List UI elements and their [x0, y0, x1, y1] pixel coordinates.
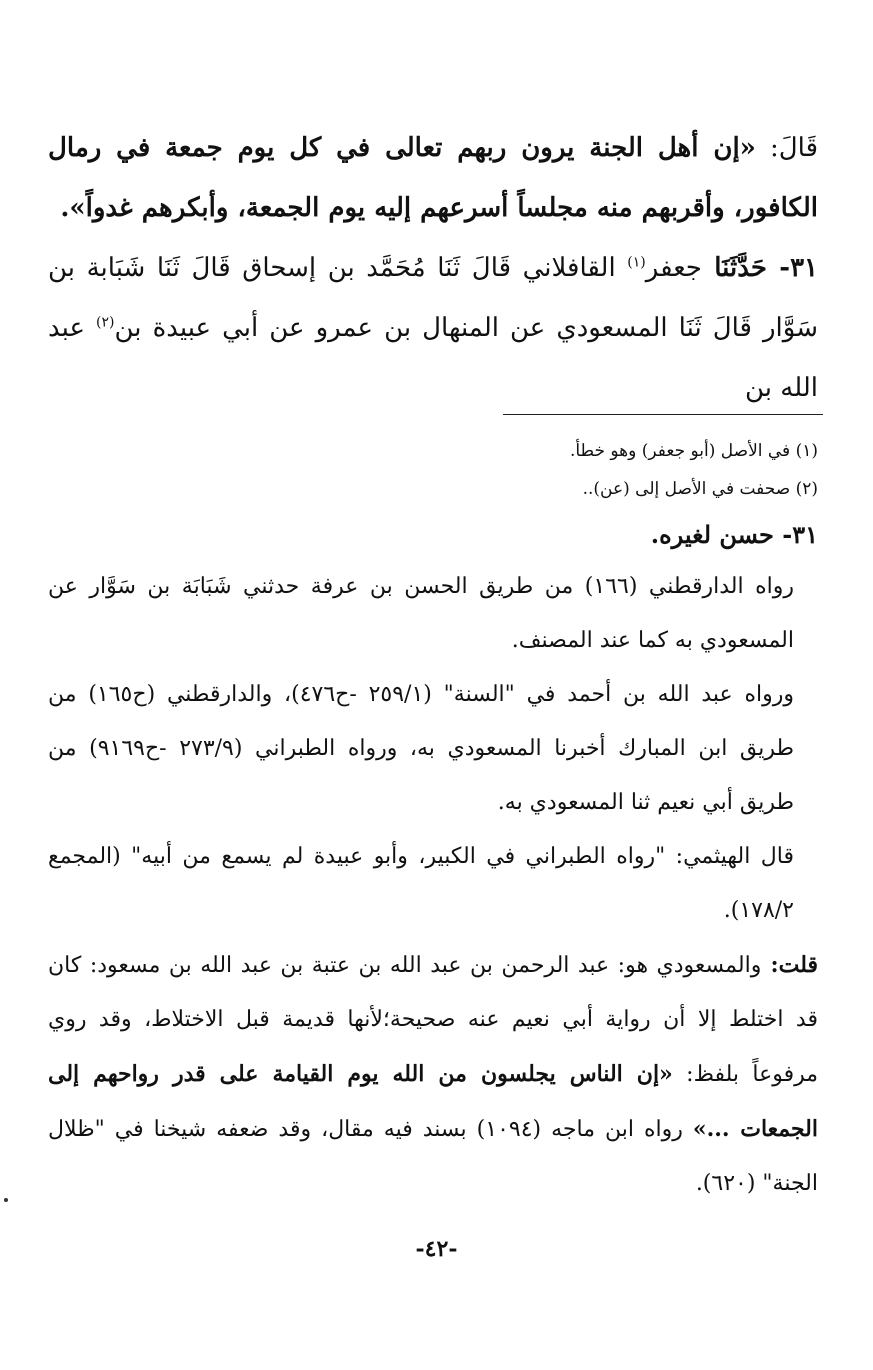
commentary-text-b: رواه ابن ماجه (١٠٩٤) بسند فيه مقال، وقد ضعفه شيخنا في "ظلال الجنة" (٦٢٠).	[48, 1117, 818, 1196]
page-number: -٤٢-	[415, 1236, 458, 1262]
footnote-divider	[503, 414, 823, 415]
commentary-paragraph-2: ورواه عبد الله بن أحمد في "السنة" (٢٥٩/١ -ح٤٧٦)، والدارقطني (ح١٦٥) من طريق ابن المبارك أخبرنا المسعودي به، ورواه الطبراني (٢٧٣/٩ -ح٩١٦٩) من طريق أبي نعيم ثنا المسعودي به.	[48, 682, 794, 815]
isnad-paragraph	[48, 238, 818, 418]
isnad-text-a: جعفر	[645, 253, 702, 283]
main-text	[48, 118, 818, 418]
grading-heading: ٣١- حسن لغيره.	[650, 520, 818, 549]
commentary-paragraph-3: قال الهيثمي: "رواه الطبراني في الكبير، وأبو عبيدة لم يسمع من أبيه" (المجمع ١٧٨/٢).	[48, 844, 794, 923]
footnote-ref-2: (٢)	[96, 314, 115, 331]
hadith-number: ٣١- حَدَّثَنَا	[701, 253, 818, 283]
commentary	[48, 510, 818, 1211]
footnote-ref-1: (١)	[627, 254, 646, 271]
quote-text: «إن أهل الجنة يرون ربهم تعالى في كل يوم جمعة في رمال الكافور، وأقربهم منه مجلساً أسرعهم إليه يوم الجمعة، وأبكرهم غدواً».	[48, 133, 818, 223]
footnotes	[48, 432, 818, 508]
isnad-text-c: عبد الله بن	[48, 313, 818, 403]
quote-intro: قَالَ:	[755, 133, 818, 163]
qultu-label: قلت:	[761, 952, 819, 978]
hadith-quote-paragraph	[48, 118, 818, 238]
commentary-paragraph-4	[48, 938, 818, 1211]
footnote-2: (٢) صحفت في الأصل إلى (عن)..	[582, 479, 818, 499]
commentary-paragraph-1: رواه الدارقطني (١٦٦) من طريق الحسن بن عرفة حدثني شَبَابَة بن سَوَّار عن المسعودي به كما عند المصنف.	[48, 574, 794, 653]
marfu-quote: «إن الناس يجلسون من الله يوم القيامة على قدر رواحهم إلى الجمعات ...»	[48, 1061, 818, 1142]
isnad-text-b: القافلاني قَالَ ثَنَا مُحَمَّد بن إسحاق قَالَ ثَنَا شَبَابة بن سَوَّار قَالَ ثَنَا المسعودي عن المنهال بن عمرو عن أبي عبيدة بن	[48, 253, 818, 343]
commentary-text-a: والمسعودي هو: عبد الرحمن بن عبد الله بن عتبة بن عبد الله بن مسعود: كان قد اختلط إلا أن رواية أبي نعيم عنه صحيحة؛لأنها قديمة قبل الاختلاط، وقد روي مرفوعاً بلفظ:	[48, 953, 819, 1087]
scan-speck	[4, 1198, 8, 1202]
footnote-1: (١) في الأصل (أبو جعفر) وهو خطأ.	[569, 441, 818, 461]
